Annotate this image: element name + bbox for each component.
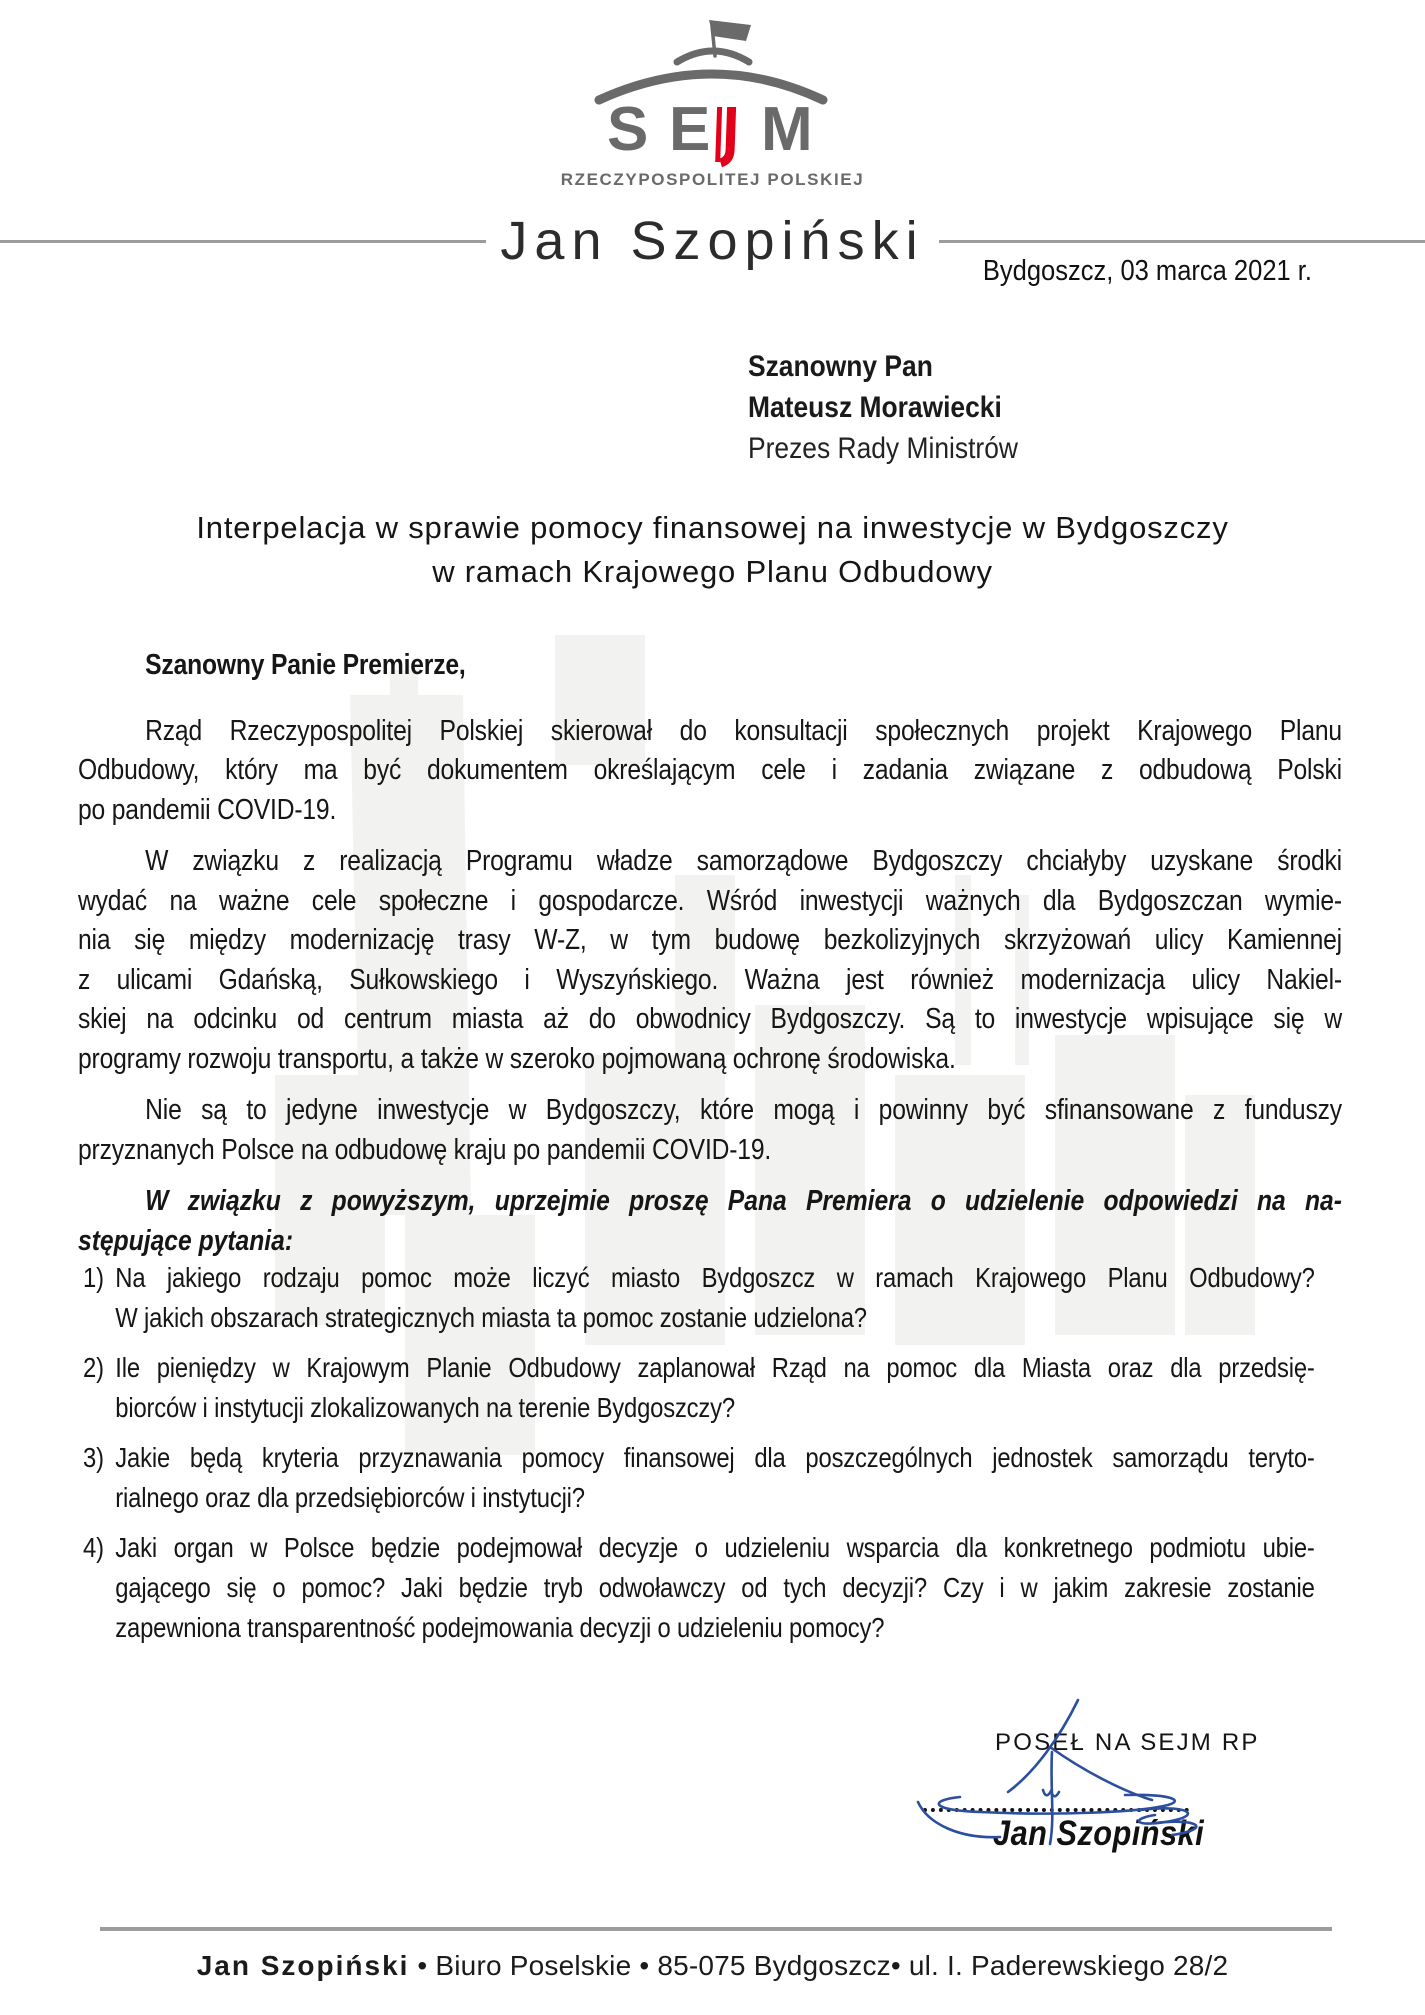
text-line: W jakich obszarach strategicznych miasta ta pomoc zostanie udzielona? bbox=[115, 1302, 867, 1333]
text-line: z ulicami Gdańską, Sułkowskiego i Wyszyńskiego. Ważna jest również modernizacja ulicy Nakiel- bbox=[78, 963, 1342, 996]
text-line: Rząd Rzeczypospolitej Polskiej skierował do konsultacji społecznych projekt Krajowego Planu bbox=[145, 714, 1342, 747]
question-item bbox=[83, 1258, 1315, 1338]
signature-name: Jan Szopiński bbox=[993, 1814, 1205, 1853]
logo-subtitle: RZECZYPOSPOLITEJ POLSKIEJ bbox=[560, 170, 865, 189]
paragraphs bbox=[78, 712, 1342, 1262]
text-line: Na jakiego rodzaju pomoc może liczyć miasto Bydgoszcz w ramach Krajowego Planu Odbudowy? bbox=[115, 1262, 1315, 1293]
text-line: Jakie będą kryteria przyznawania pomocy finansowej dla poszczególnych jednostek samorządu teryto- bbox=[115, 1442, 1315, 1473]
footer-rule bbox=[100, 1927, 1332, 1931]
text-line: gającego się o pomoc? Jaki będzie tryb odwoławczy od tych decyzji? Czy i w jakim zakresie zostanie bbox=[115, 1572, 1315, 1603]
sejm-logo-graphic bbox=[593, 10, 833, 170]
text-line: biorców i instytucji zlokalizowanych na terenie Bydgoszczy? bbox=[115, 1392, 735, 1423]
text-line: Nie są to jedyne inwestycje w Bydgoszczy, które mogą i powinny być sfinansowane z funduszy bbox=[145, 1094, 1342, 1126]
question-number: 3) bbox=[83, 1442, 104, 1473]
question-item bbox=[83, 1348, 1315, 1428]
salutation: Szanowny Panie Premierze, bbox=[145, 649, 466, 681]
logo-letter-e: E bbox=[668, 95, 710, 164]
sejm-logo bbox=[593, 10, 833, 175]
left-rule bbox=[0, 240, 486, 243]
text-line: programy rozwoju transportu, a także w szeroko pojmowaną ochronę środowiska. bbox=[78, 1042, 956, 1075]
addressee-role: Prezes Rady Ministrów bbox=[748, 432, 1018, 465]
questions-list bbox=[83, 1258, 1315, 1658]
text-line: Odbudowy, który ma być dokumentem określającym cele i zadania związane z odbudową Polski bbox=[78, 754, 1342, 786]
addressee-block bbox=[748, 346, 1018, 469]
footer-address: • Biuro Poselskie • 85-075 Bydgoszcz• ul. I. Paderewskiego 28/2 bbox=[409, 1950, 1229, 1981]
handwritten-signature bbox=[900, 1692, 1220, 1862]
text-line: rialnego oraz dla przedsiębiorców i instytucji? bbox=[115, 1482, 585, 1513]
text-line: Ile pieniędzy w Krajowym Planie Odbudowy zaplanował Rząd na pomoc dla Miasta oraz dla przedsię- bbox=[115, 1352, 1315, 1383]
footer-contact-line bbox=[0, 1950, 1425, 1982]
letter-body bbox=[78, 646, 1342, 1273]
title-line-1: Interpelacja w sprawie pomocy finansowej na inwestycje w Bydgoszczy bbox=[196, 510, 1229, 545]
signature-role: POSEŁ NA SEJM RP bbox=[995, 1729, 1260, 1756]
question-item bbox=[83, 1528, 1315, 1648]
text-line: skiej na odcinku od centrum miasta aż do obwodnicy Bydgoszczy. Są to inwestycje wpisujące się w bbox=[78, 1003, 1342, 1035]
text-line: po pandemii COVID-19. bbox=[78, 793, 337, 826]
question-number: 1) bbox=[83, 1262, 104, 1293]
paragraph bbox=[78, 1091, 1342, 1170]
text-line: nia się między modernizację trasy W-Z, w tym budowę bezkolizyjnych skrzyżowań ulicy Kamiennej bbox=[78, 924, 1342, 956]
paragraph bbox=[78, 712, 1342, 831]
text-line: przyznanych Polsce na odbudowę kraju po pandemii COVID-19. bbox=[78, 1133, 772, 1166]
title-line-2: w ramach Krajowego Planu Odbudowy bbox=[432, 554, 993, 589]
question-number: 2) bbox=[83, 1352, 104, 1383]
logo-red-j-strokes bbox=[717, 107, 731, 163]
question-item bbox=[83, 1438, 1315, 1518]
letterhead-name: Jan Szopiński bbox=[500, 211, 925, 271]
text-line: Jaki organ w Polsce będzie podejmował decyzje o udzieleniu wsparcia dla konkretnego podmiotu ubie- bbox=[115, 1532, 1315, 1563]
document-title bbox=[0, 506, 1425, 594]
right-rule bbox=[939, 240, 1425, 243]
logo-letter-s: S bbox=[606, 95, 648, 164]
date-line: Bydgoszcz, 03 marca 2021 r. bbox=[982, 255, 1312, 287]
text-line: stępujące pytania: bbox=[78, 1224, 294, 1257]
text-line: W związku z realizacją Programu władze samorządowe Bydgoszczy chciałyby uzyskane środki bbox=[145, 845, 1342, 877]
question-number: 4) bbox=[83, 1532, 104, 1563]
logo-letter-m: M bbox=[760, 95, 813, 164]
cupola-arc bbox=[677, 51, 749, 62]
footer-name: Jan Szopiński bbox=[196, 1950, 410, 1981]
text-line: wydać na ważne cele społeczne i gospodarcze. Wśród inwestycji ważnych dla Bydgoszczan wymie- bbox=[78, 884, 1342, 917]
text-line: zapewniona transparentność podejmowania decyzji o udzieleniu pomocy? bbox=[115, 1612, 885, 1643]
paragraph bbox=[78, 1182, 1342, 1261]
paragraph bbox=[78, 842, 1342, 1079]
text-line: W związku z powyższym, uprzejmie proszę Pana Premiera o udzielenie odpowiedzi na na- bbox=[145, 1185, 1342, 1217]
addressee-name: Mateusz Morawiecki bbox=[748, 391, 1002, 424]
addressee-salutation: Szanowny Pan bbox=[748, 350, 933, 383]
